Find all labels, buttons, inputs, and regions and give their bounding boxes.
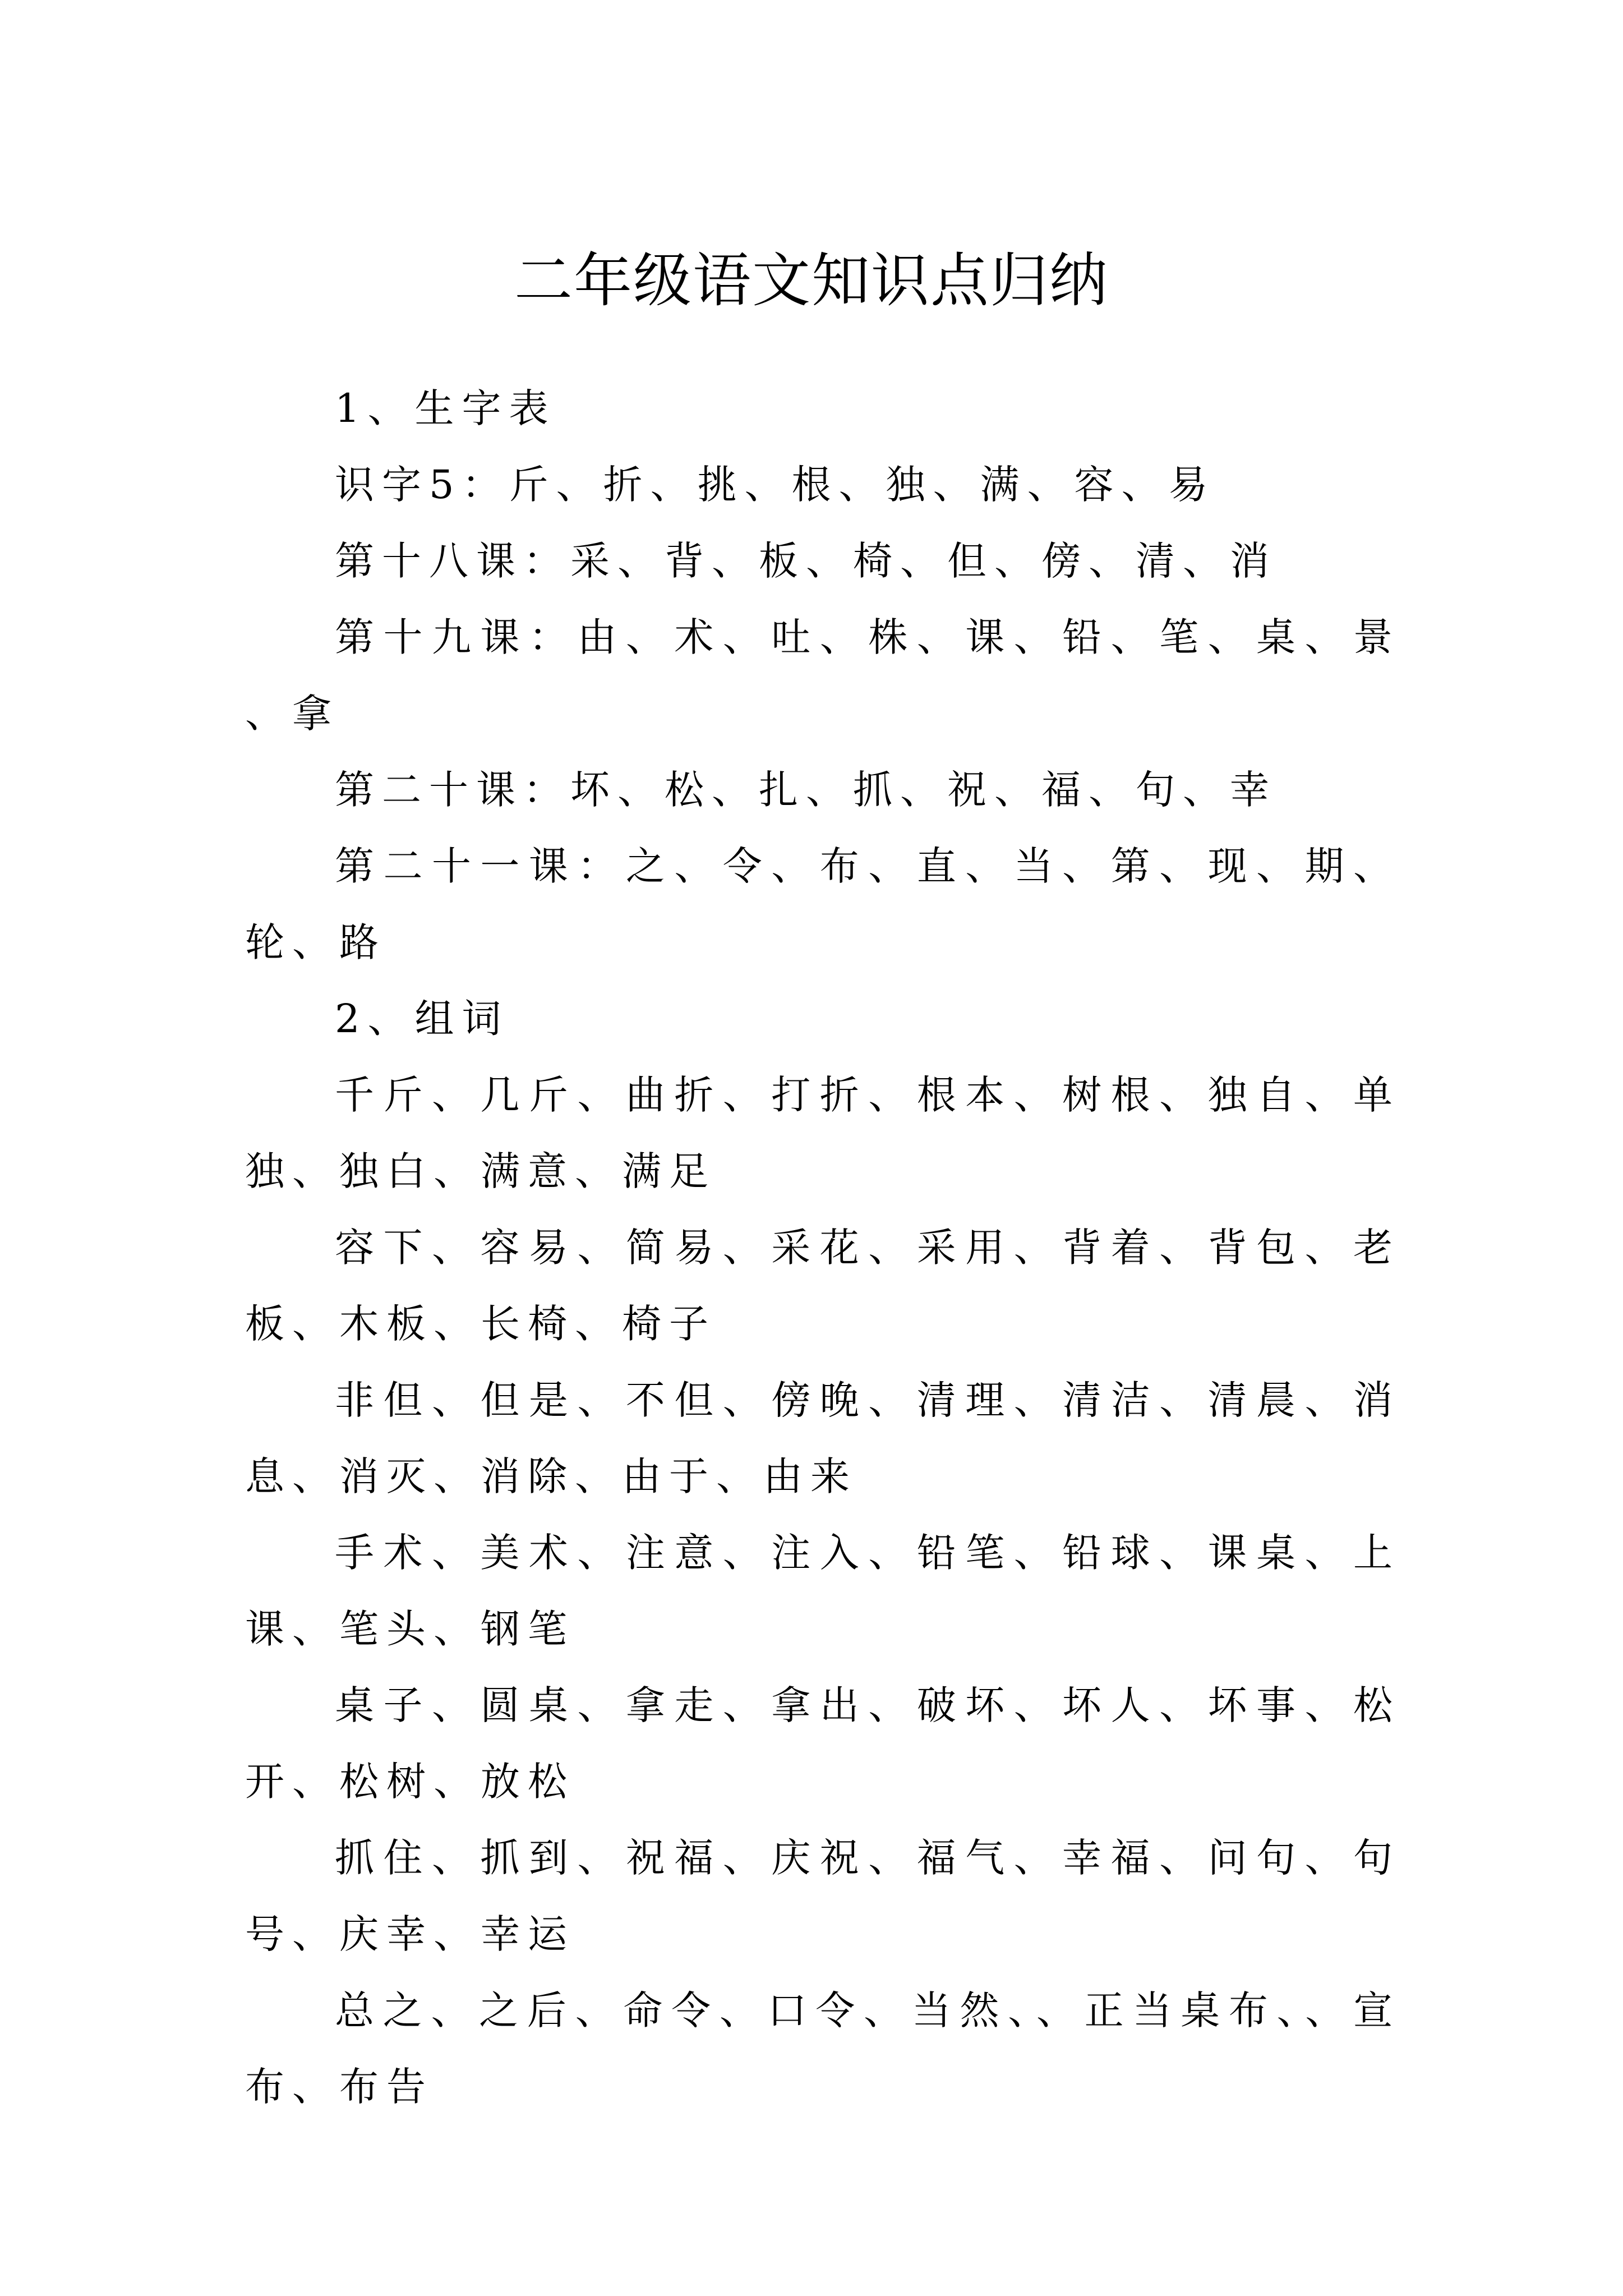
word-group-paragraph: 容下、容易、简易、采花、采用、背着、背包、老板、木板、长椅、椅子 [245,1225,1400,1347]
vocabulary-line: 第十九课：由、术、吐、株、课、铅、笔、桌、景、拿 [245,614,1400,737]
word-group-paragraph: 抓住、抓到、祝福、庆祝、福气、幸福、问句、句号、庆幸、幸运 [245,1835,1400,1957]
word-group-paragraph: 千斤、几斤、曲折、打折、根本、树根、独自、单独、独白、满意、满足 [245,1072,1400,1194]
document-title: 二年级语文知识点归纳 [514,246,1109,315]
vocabulary-line: 识字5：斤、折、挑、根、独、满、容、易 [335,462,1216,508]
vocabulary-line: 第十八课：采、背、板、椅、但、傍、清、消 [335,538,1277,584]
word-group-paragraph: 总之、之后、命令、口令、当然、、正当桌布、、宣布、布告 [245,1987,1400,2110]
vocabulary-line: 第二十课：坏、松、扎、抓、祝、福、句、幸 [335,767,1277,813]
document-body [245,370,1400,2125]
section-heading-word-groups: 2、组词 [335,996,509,1042]
word-group-paragraph: 手术、美术、注意、注入、铅笔、铅球、课桌、上课、笔头、钢笔 [245,1530,1400,1652]
word-group-paragraph: 桌子、圆桌、拿走、拿出、破坏、坏人、坏事、松开、松树、放松 [245,1682,1400,1805]
section-heading-vocabulary: 1、生字表 [335,385,556,431]
word-group-paragraph: 非但、但是、不但、傍晚、清理、清洁、清晨、消息、消灭、消除、由于、由来 [245,1377,1400,1499]
vocabulary-line: 第二十一课：之、令、布、直、当、第、现、期、轮、路 [245,843,1400,965]
